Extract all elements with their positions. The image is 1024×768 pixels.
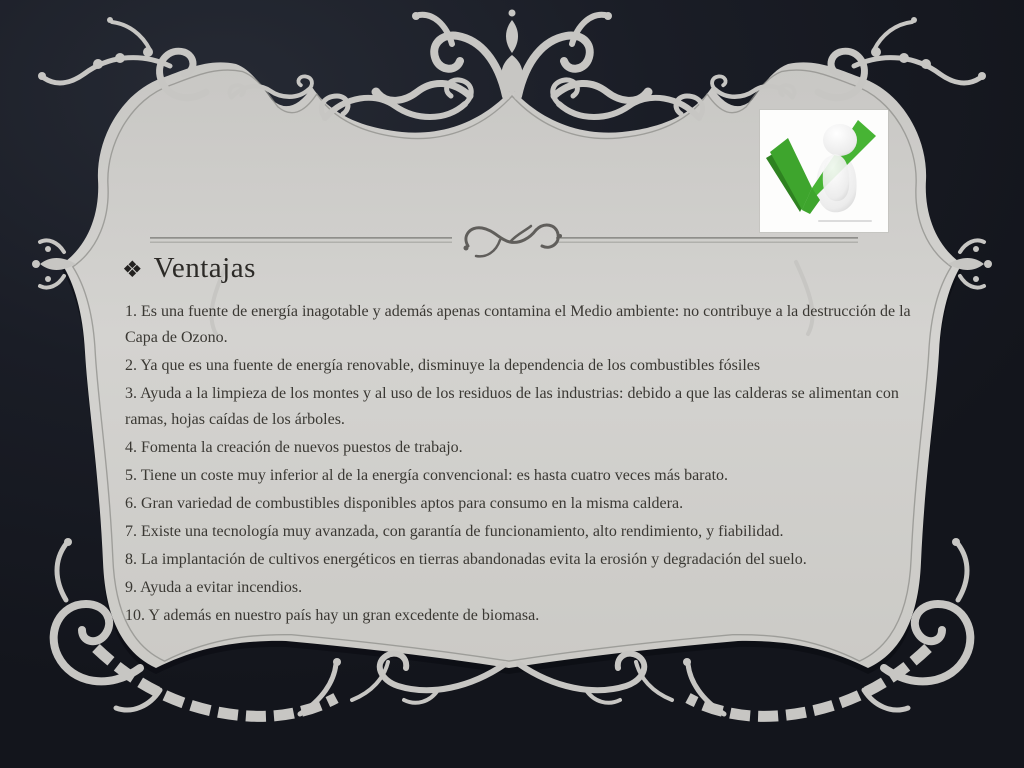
list-item-3: 3. Ayuda a la limpieza de los montes y al uso de los residuos de las industrias: debido a que las calderas se alimentan con ramas, hojas caídas de los árboles. [125, 385, 899, 428]
page-title: Ventajas [153, 252, 256, 284]
watermark-smudge [818, 220, 872, 222]
green-checkmark-image [760, 110, 888, 232]
list-item-10: 10. Y además en nuestro país hay un gran excedente de biomasa. [125, 607, 540, 624]
crown-ornament [372, 10, 653, 101]
list-item-4: 4. Fomenta la creación de nuevos puestos de trabajo. [125, 439, 463, 456]
content-list [125, 299, 913, 631]
list-item-6: 6. Gran variedad de combustibles disponibles aptos para consumo en la misma caldera. [125, 495, 684, 512]
list-item-7: 7. Existe una tecnología muy avanzada, con garantía de funcionamiento, alto rendimiento, y fiabilidad. [125, 523, 784, 540]
list-item-8: 8. La implantación de cultivos energéticos en tierras abandonadas evita la erosión y degradación del suelo. [125, 551, 807, 568]
list-item-2: 2. Ya que es una fuente de energía renovable, disminuye la dependencia de los combustibles fósiles [125, 357, 761, 374]
list-item-9: 9. Ayuda a evitar incendios. [125, 579, 303, 596]
list-item-5: 5. Tiene un coste muy inferior al de la energía convencional: es hasta cuatro veces más barato. [125, 467, 729, 484]
green-checkmark-3d-figure-icon [760, 110, 888, 232]
list-item-1: 1. Es una fuente de energía inagotable y además apenas contamina el Medio ambiente: no contribuye a la destrucción de la Capa de Ozono. [125, 303, 911, 346]
slide-title [122, 252, 256, 285]
diamond-bullet-icon: ❖ [122, 257, 143, 282]
